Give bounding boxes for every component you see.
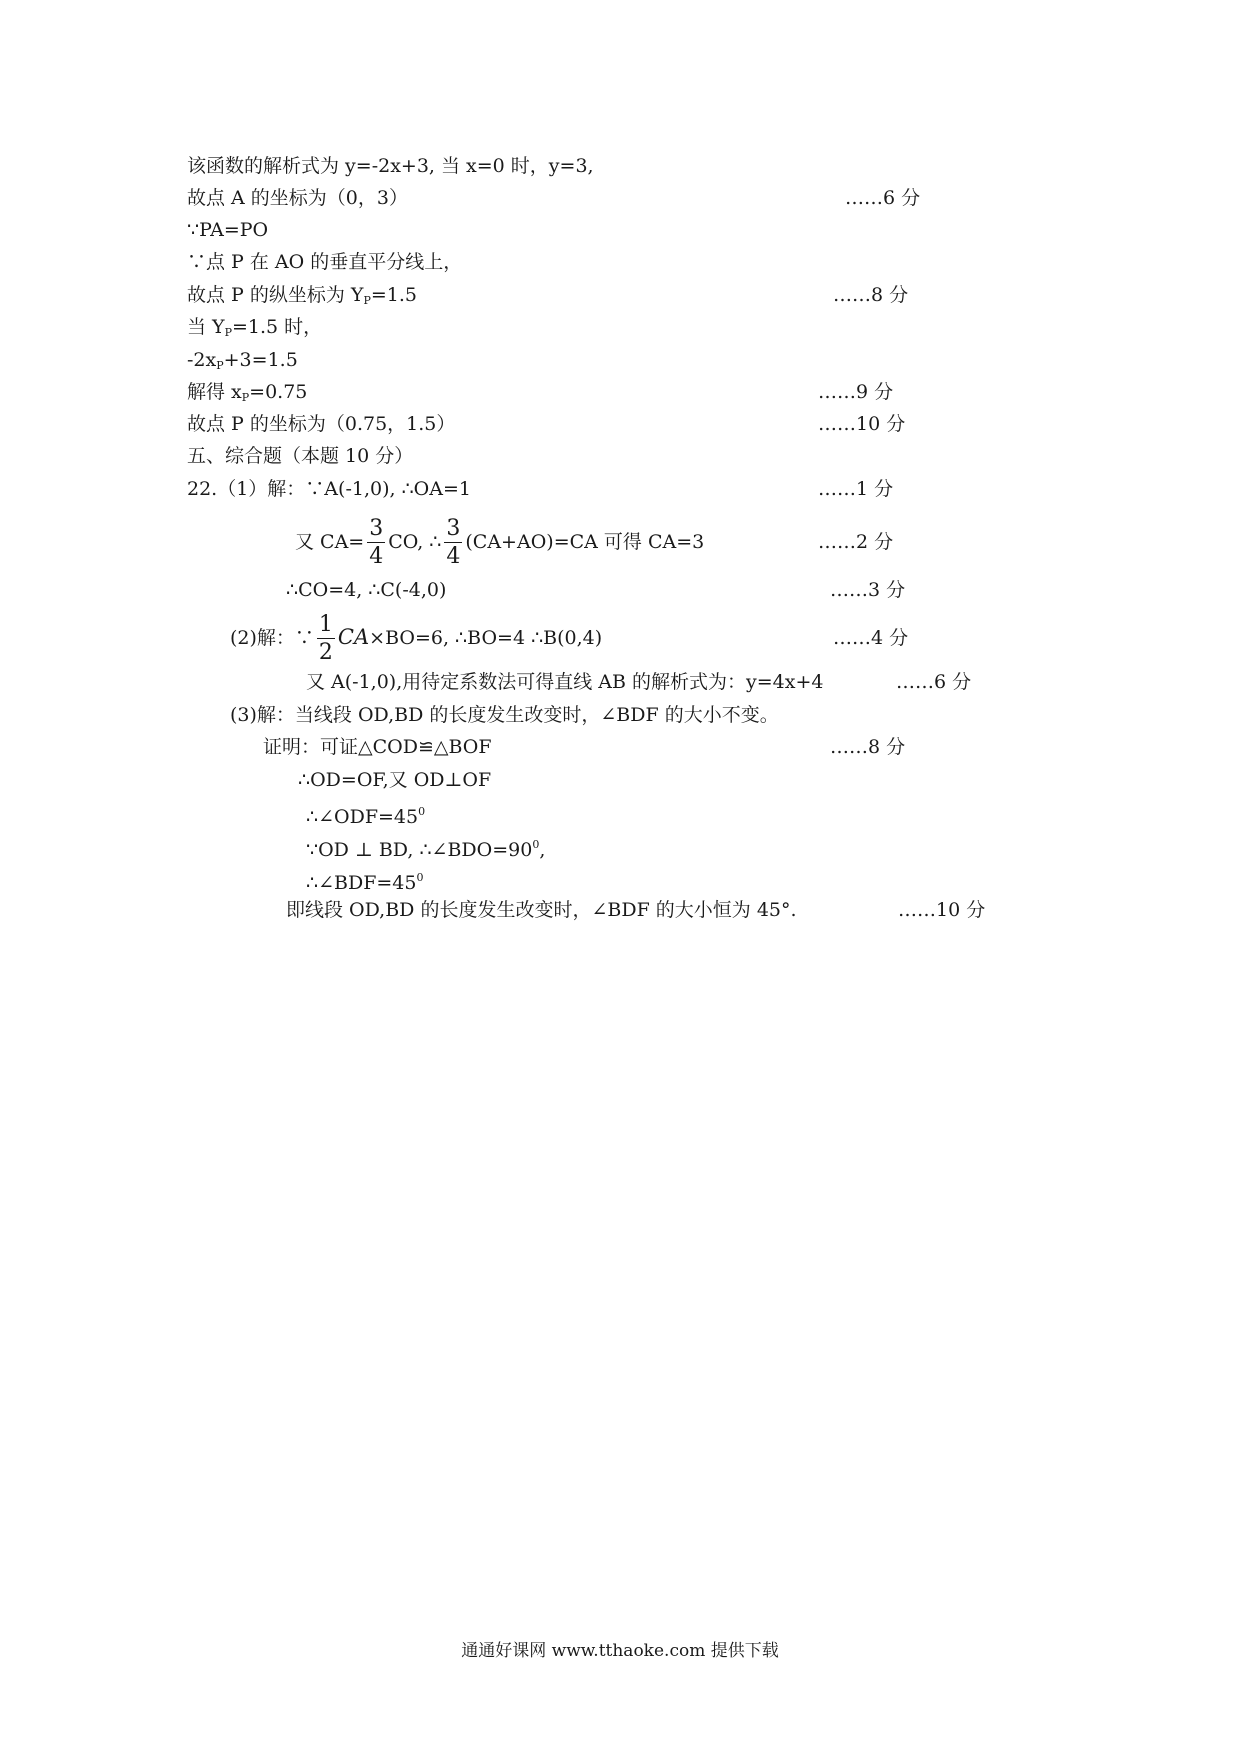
score-mark: ……9 分 xyxy=(818,381,894,403)
score-mark: ……10 分 xyxy=(898,899,986,921)
score-mark: ……6 分 xyxy=(896,671,972,693)
text-line: $\therefore\angle ODF=45^0$ xyxy=(306,805,426,828)
footer-text: 通通好课网 www.tthaoke.com 提供下载 xyxy=(461,1641,779,1661)
text-line: ∵OD ⊥ BD, $\therefore\angle BDO=90^0$, xyxy=(306,838,546,861)
text-line: 证明：可证△COD≌△BOF xyxy=(263,736,492,758)
text-line: (2)解：∵ $\frac{1}{2}$ CA×BO=6, ∴BO=4 ∴B(0,4) xyxy=(230,612,603,665)
text-line: 解得 $x_P=0.75$ xyxy=(187,381,308,404)
score-mark: ……4 分 xyxy=(833,627,909,649)
section-heading: 五、综合题（本题 10 分） xyxy=(187,445,414,467)
fraction: $\frac{1}{2}$ xyxy=(318,612,333,665)
fraction: $\frac{3}{4}$ xyxy=(446,516,461,569)
text-line: ∴CO=4, ∴C(-4,0) xyxy=(286,579,447,601)
text-line: 当 $Y_P=1.5$ 时， xyxy=(187,316,323,339)
text-line: ∵PA=PO xyxy=(187,219,269,241)
text-line: $-2x_P+3=1.5$ xyxy=(187,349,298,372)
text-line: 故点 P 的坐标为（0.75，1.5） xyxy=(187,413,456,435)
text-line: 又 A(-1,0),用待定系数法可得直线 AB 的解析式为：y=4x+4 xyxy=(306,671,824,693)
text-line: $\therefore\angle BDF=45^0$ xyxy=(306,871,424,894)
score-mark: ……10 分 xyxy=(818,413,906,435)
text-line: (3)解：当线段 OD,BD 的长度发生改变时，∠BDF 的大小不变。 xyxy=(230,704,779,726)
text-line: 即线段 OD,BD 的长度发生改变时，∠BDF 的大小恒为 45°. xyxy=(286,899,797,921)
score-mark: ……8 分 xyxy=(833,284,909,306)
text-line: 故点 P 的纵坐标为 $Y_P=1.5$ xyxy=(187,284,417,307)
score-mark: ……2 分 xyxy=(818,531,894,553)
text-line: ∴OD=OF,又 OD⊥OF xyxy=(298,769,492,791)
text-line: 故点 A 的坐标为（0，3） xyxy=(187,187,408,209)
score-mark: ……8 分 xyxy=(830,736,906,758)
fraction: $\frac{3}{4}$ xyxy=(369,516,384,569)
score-mark: ……1 分 xyxy=(818,478,894,500)
text-line: 又 CA= $\frac{3}{4}$ CO, ∴ $\frac{3}{4}$ (CA+AO)=CA 可得 CA=3 xyxy=(295,516,705,569)
score-mark: ……6 分 xyxy=(845,187,921,209)
text-line: ∵点 P 在 AO 的垂直平分线上， xyxy=(187,251,463,273)
text-line: 22.（1）解：∵A(-1,0), ∴OA=1 xyxy=(187,478,471,500)
score-mark: ……3 分 xyxy=(830,579,906,601)
text-line: 该函数的解析式为 y=-2x+3, 当 x=0 时，y=3, xyxy=(187,155,594,177)
